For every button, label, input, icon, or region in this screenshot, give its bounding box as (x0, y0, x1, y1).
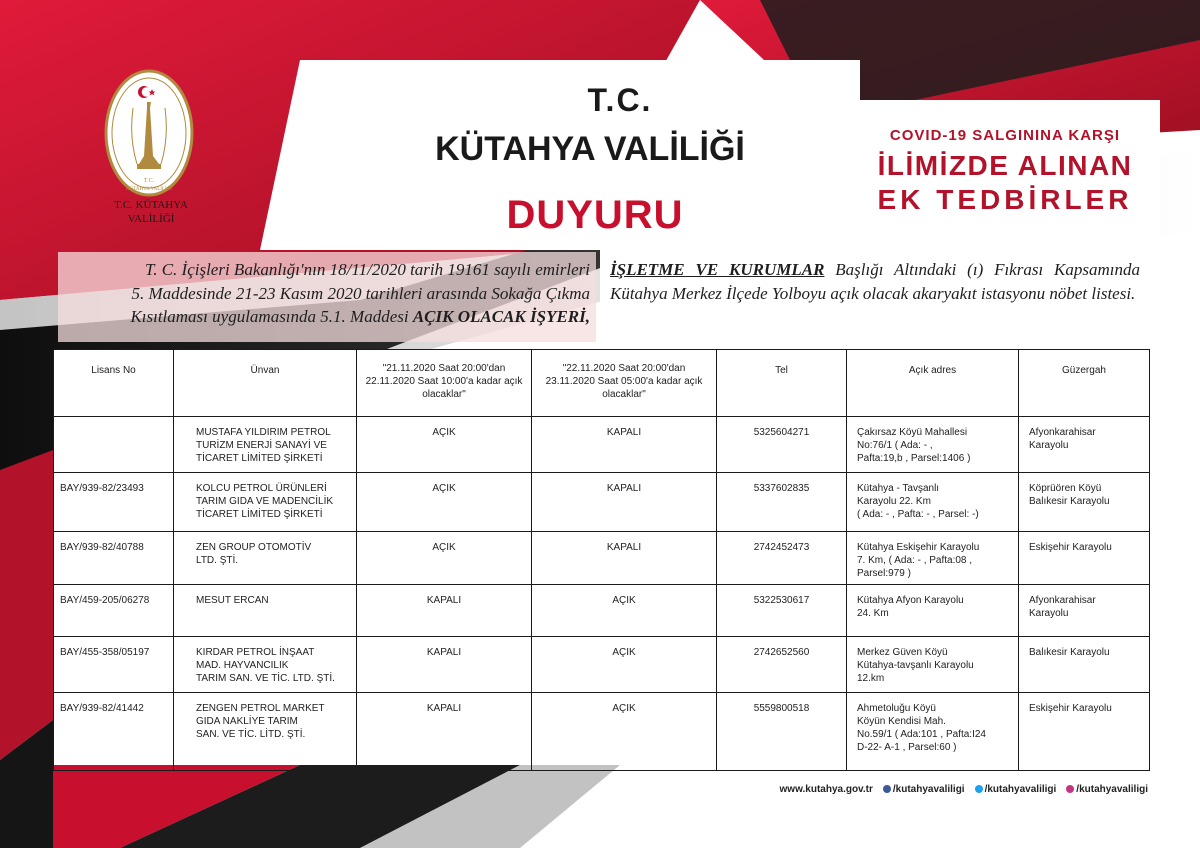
cell-day1: KAPALI (357, 585, 532, 637)
header-day1: "21.11.2020 Saat 20:00'dan 22.11.2020 Saat 10:00'a kadar açık olacaklar" (357, 350, 532, 417)
intro-left-paragraph (62, 258, 590, 329)
cell-lisans: BAY/939-82/41442 (54, 693, 174, 771)
nobet-table (53, 349, 1149, 765)
cell-adres-line: Kütahya - Tavşanlı (857, 483, 940, 494)
cell-adres-line: Kütahya-tavşanlı Karayolu (857, 660, 974, 671)
footer-facebook[interactable] (883, 784, 965, 795)
cell-tel: 5337602835 (717, 473, 847, 532)
cell-guzergah-line: Karayolu (1029, 608, 1069, 619)
cell-adres-line: D-22- A-1 , Parsel:60 ) (857, 742, 957, 753)
cell-unvan (174, 532, 357, 585)
cell-adres-line: No:76/1 ( Ada: - , (857, 440, 933, 451)
covid-title-line3: EK TEDBİRLER (877, 184, 1133, 215)
cell-adres (847, 585, 1019, 637)
table-row (54, 473, 1150, 532)
cell-guzergah-line: Eskişehir Karayolu (1029, 542, 1112, 553)
table-row (54, 637, 1150, 693)
svg-text:T.C.: T.C. (143, 178, 155, 184)
header-duyuru: DUYURU (506, 193, 684, 237)
cell-guzergah-line: Balıkesir Karayolu (1029, 496, 1110, 507)
footer-twitter-handle: /kutahyavaliligi (984, 784, 1057, 795)
facebook-icon (883, 785, 891, 793)
header-unvan: Ünvan (174, 350, 357, 417)
cell-day1: KAPALI (357, 637, 532, 693)
cell-lisans (54, 417, 174, 473)
instagram-icon (1066, 785, 1074, 793)
intro-right-bold: İŞLETME VE KURUMLAR (610, 260, 825, 279)
intro-left-line3-bold: AÇIK OLACAK İŞYERİ, (412, 307, 590, 326)
cell-unvan-line: TARIM GIDA VE MADENCİLİK (196, 496, 334, 507)
footer-instagram-handle: /kutahyavaliligi (1076, 784, 1148, 795)
cell-guzergah-line: Balıkesir Karayolu (1029, 647, 1110, 658)
cell-adres (847, 693, 1019, 771)
cell-guzergah-line: Karayolu (1029, 440, 1069, 451)
cell-lisans: BAY/939-82/40788 (54, 532, 174, 585)
cell-unvan-line: TİCARET LİMİTED ŞİRKETİ (196, 453, 323, 464)
cell-unvan-line: TİCARET LİMİTED ŞİRKETİ (196, 509, 323, 520)
cell-tel: 5559800518 (717, 693, 847, 771)
cell-unvan-line: MESUT ERCAN (196, 595, 269, 606)
intro-right-text: Başlığı Altındaki (ı) Fıkrası Kapsamında Kütahya Merkez İlçede Yolboyu açık olacak akaryakıt istasyonu nöbet listesi. (610, 260, 1140, 303)
cell-unvan (174, 473, 357, 532)
cell-day1: AÇIK (357, 417, 532, 473)
cell-guzergah-line: Eskişehir Karayolu (1029, 703, 1112, 714)
cell-unvan-line: ZEN GROUP OTOMOTİV (196, 542, 312, 553)
cell-guzergah-line: Köprüören Köyü (1029, 483, 1102, 494)
header-adres: Açık adres (847, 350, 1019, 417)
table-row (54, 585, 1150, 637)
header-guzergah: Güzergah (1019, 350, 1150, 417)
cell-day1: KAPALI (357, 693, 532, 771)
cell-guzergah (1019, 693, 1150, 771)
cell-day2: AÇIK (532, 637, 717, 693)
cell-guzergah (1019, 637, 1150, 693)
cell-tel: 2742652560 (717, 637, 847, 693)
cell-adres-line: Kütahya Afyon Karayolu (857, 595, 964, 606)
cell-guzergah (1019, 417, 1150, 473)
cell-unvan-line: MUSTAFA YILDIRIM PETROL (196, 427, 331, 438)
footer-twitter[interactable] (975, 784, 1057, 795)
cell-unvan-line: MAD. HAYVANCILIK (196, 660, 289, 671)
intro-left-line1: T. C. İçişleri Bakanlığı'nın 18/11/2020 tarih 19161 sayılı emirleri (145, 260, 590, 279)
table-row (54, 417, 1150, 473)
cell-adres-line: 12.km (857, 673, 885, 684)
cell-day2: AÇIK (532, 585, 717, 637)
cell-unvan-line: KOLCU PETROL ÜRÜNLERİ (196, 483, 327, 494)
cell-lisans: BAY/459-205/06278 (54, 585, 174, 637)
cell-adres (847, 417, 1019, 473)
cell-adres-line: Çakırsaz Köyü Mahallesi (857, 427, 968, 438)
table-row (54, 532, 1150, 585)
cell-adres-line: Ahmetoluğu Köyü (857, 703, 936, 714)
cell-adres-line: No.59/1 ( Ada:101 , Pafta:I24 (857, 729, 986, 740)
intro-right-paragraph (610, 258, 1140, 305)
header-tc: T.C. (587, 82, 653, 118)
cell-tel: 5325604271 (717, 417, 847, 473)
covid-title-line1: COVID-19 SALGININA KARŞI (889, 127, 1121, 144)
cell-unvan-line: TARIM SAN. VE TİC. LTD. ŞTİ. (196, 673, 335, 684)
header-valilik: KÜTAHYA VALİLİĞİ (435, 130, 745, 168)
cell-adres (847, 532, 1019, 585)
header-day2: "22.11.2020 Saat 20:00'dan 23.11.2020 Saat 05:00'a kadar açık olacaklar" (532, 350, 717, 417)
cell-unvan-line: SAN. VE TİC. LİTD. ŞTİ. (196, 729, 306, 740)
cell-unvan-line: ZENGEN PETROL MARKET (196, 703, 325, 714)
cell-day2: KAPALI (532, 473, 717, 532)
covid-title-line2: İLİMİZDE ALINAN (877, 150, 1133, 181)
cell-tel: 2742452473 (717, 532, 847, 585)
cell-adres (847, 473, 1019, 532)
svg-text:KÜTAHYA VALİLİĞİ: KÜTAHYA VALİLİĞİ (126, 187, 172, 192)
cell-unvan (174, 417, 357, 473)
cell-adres-line: 7. Km, ( Ada: - , Pafta:08 , (857, 555, 973, 566)
table-row (54, 693, 1150, 771)
table-header-row (54, 350, 1150, 417)
cell-adres-line: ( Ada: - , Pafta: - , Parsel: -) (857, 509, 979, 520)
cell-guzergah (1019, 585, 1150, 637)
cell-adres-line: 24. Km (857, 608, 889, 619)
cell-day1: AÇIK (357, 532, 532, 585)
logo-caption-line2: VALİLİĞİ (127, 213, 175, 225)
cell-guzergah (1019, 473, 1150, 532)
cell-unvan (174, 585, 357, 637)
cell-guzergah-line: Afyonkarahisar (1029, 595, 1096, 606)
cell-day1: AÇIK (357, 473, 532, 532)
cell-tel: 5322530617 (717, 585, 847, 637)
footer-social (780, 784, 1148, 795)
cell-day2: KAPALI (532, 532, 717, 585)
header-tel: Tel (717, 350, 847, 417)
cell-unvan-line: KIRDAR PETROL İNŞAAT (196, 647, 315, 658)
header-lisans: Lisans No (54, 350, 174, 417)
cell-adres-line: Merkez Güven Köyü (857, 647, 948, 658)
cell-unvan-line: LTD. ŞTİ. (196, 555, 239, 566)
cell-lisans: BAY/939-82/23493 (54, 473, 174, 532)
footer-website[interactable]: www.kutahya.gov.tr (779, 784, 873, 795)
intro-left-line3-prefix: Kısıtlaması uygulamasında 5.1. Maddesi (130, 307, 413, 326)
cell-lisans: BAY/455-358/05197 (54, 637, 174, 693)
intro-left-line3 (62, 305, 590, 329)
cell-unvan (174, 693, 357, 771)
cell-adres (847, 637, 1019, 693)
kutahya-valiligi-seal-icon (103, 68, 195, 198)
cell-adres-line: Köyün Kendisi Mah. (857, 716, 946, 727)
cell-adres-line: Parsel:979 ) (857, 568, 911, 579)
cell-adres-line: Karayolu 22. Km (857, 496, 931, 507)
cell-unvan (174, 637, 357, 693)
cell-day2: AÇIK (532, 693, 717, 771)
cell-unvan-line: GIDA NAKLİYE TARIM (196, 716, 298, 727)
cell-guzergah (1019, 532, 1150, 585)
cell-guzergah-line: Afyonkarahisar (1029, 427, 1096, 438)
cell-adres-line: Kütahya Eskişehir Karayolu (857, 542, 980, 553)
cell-unvan-line: TURİZM ENERJİ SANAYİ VE (196, 440, 327, 451)
intro-left-line2: 5. Maddesinde 21-23 Kasım 2020 tarihleri arasında Sokağa Çıkma (131, 283, 590, 303)
cell-adres-line: Pafta:19,b , Parsel:1406 ) (857, 453, 971, 464)
logo-caption-line1: T.C. KÜTAHYA (114, 199, 188, 211)
cell-day2: KAPALI (532, 417, 717, 473)
logo-caption (95, 198, 207, 226)
twitter-icon (975, 785, 983, 793)
footer-facebook-handle: /kutahyavaliligi (892, 784, 965, 795)
footer-instagram[interactable] (1066, 784, 1148, 795)
